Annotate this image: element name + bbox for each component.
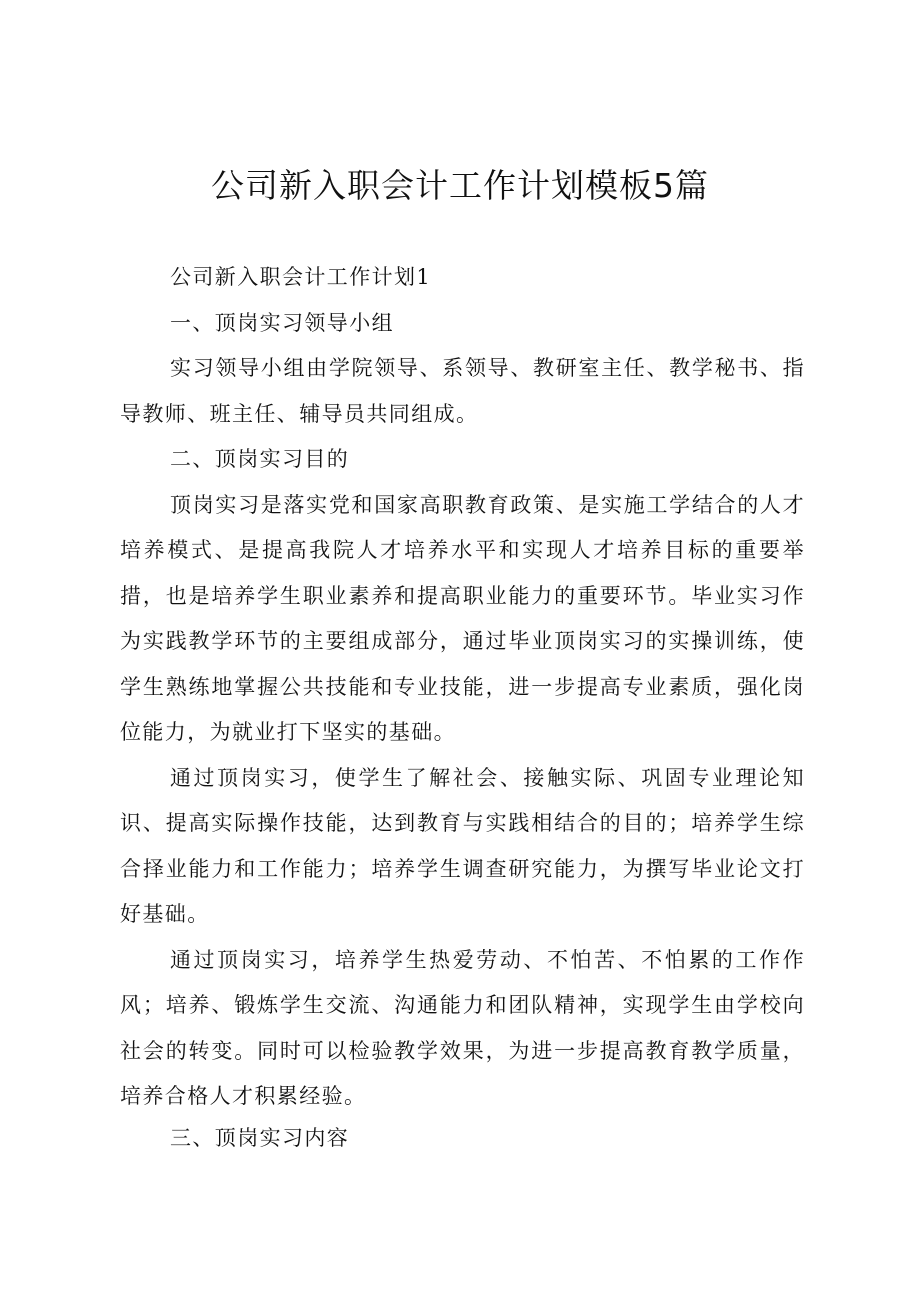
section-heading: 二、顶岗实习目的 (170, 447, 350, 471)
paragraph: 通过顶岗实习，培养学生热爱劳动、不怕苦、不怕累的工作作风；培养、锻炼学生交流、沟通能力和团队精神，实现学生由学校向社会的转变。同时可以检验教学效果，为进一步提高教育教学质量，培养合格人才积累经验。 (120, 947, 805, 1108)
paragraph: 通过顶岗实习，使学生了解社会、接触实际、巩固专业理论知识、提高实际操作技能，达到教育与实践相结合的目的；培养学生综合择业能力和工作能力；培养学生调查研究能力，为撰写毕业论文打好基础。 (120, 765, 805, 926)
paragraph: 顶岗实习是落实党和国家高职教育政策、是实施工学结合的人才培养模式、是提高我院人才培养水平和实现人才培养目标的重要举措，也是培养学生职业素养和提高职业能力的重要环节。毕业实习作为实践教学环节的主要组成部分，通过毕业顶岗实习的实操训练，使学生熟练地掌握公共技能和专业技能，进一步提高专业素质，强化岗位能力，为就业打下坚实的基础。 (120, 492, 805, 744)
section-heading: 公司新入职会计工作计划1 (170, 265, 432, 289)
document-title: 公司新入职会计工作计划模板5篇 (211, 166, 709, 205)
section-heading: 三、顶岗实习内容 (170, 1125, 350, 1150)
section-heading: 一、顶岗实习领导小组 (170, 310, 394, 335)
paragraph: 实习领导小组由学院领导、系领导、教研室主任、教学秘书、指导教师、班主任、辅导员共同组成。 (120, 356, 805, 426)
document-body (120, 255, 805, 1161)
